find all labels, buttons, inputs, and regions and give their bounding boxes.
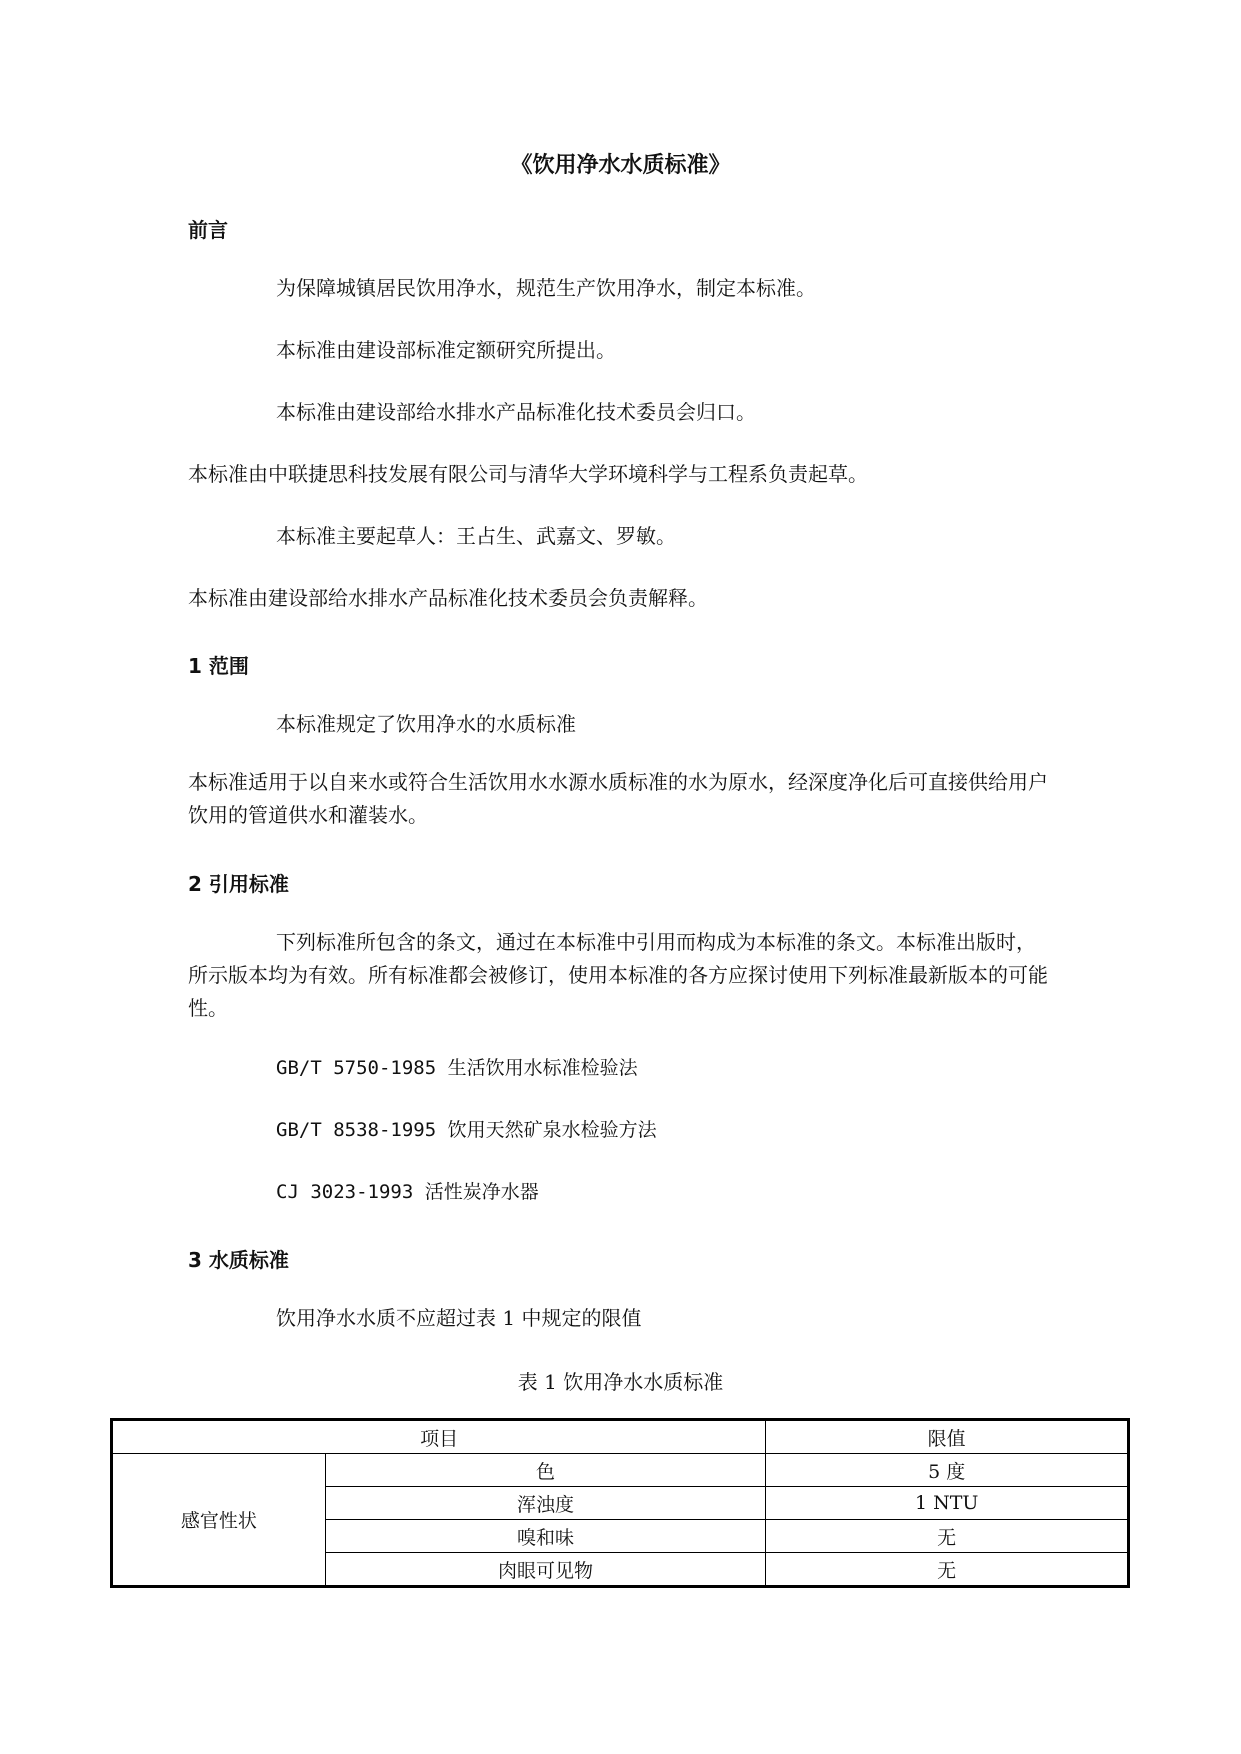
group-label: 感官性状 — [113, 1454, 326, 1586]
limit-cell: 5 度 — [766, 1454, 1128, 1487]
preface-heading: 前言 — [188, 218, 228, 242]
header-limit: 限值 — [766, 1421, 1128, 1454]
section-3-paragraph-1: 饮用净水水质不应超过表 1 中规定的限值 — [276, 1306, 642, 1330]
section-1-paragraph-2: 本标准适用于以自来水或符合生活饮用水水源水质标准的水为原水，经深度净化后可直接供给用户饮用的管道供水和灌装水。 — [188, 770, 1048, 827]
item-cell: 浑浊度 — [325, 1487, 766, 1520]
preface-paragraph-1: 为保障城镇居民饮用净水，规范生产饮用净水，制定本标准。 — [276, 276, 816, 300]
table-row — [113, 1454, 1128, 1487]
preface-paragraph-6: 本标准由建设部给水排水产品标准化技术委员会负责解释。 — [188, 586, 708, 610]
item-cell: 色 — [325, 1454, 766, 1487]
item-cell: 嗅和味 — [325, 1520, 766, 1553]
section-1-paragraph-1: 本标准规定了饮用净水的水质标准 — [276, 712, 576, 736]
header-item: 项目 — [113, 1421, 766, 1454]
table-caption: 表 1 饮用净水水质标准 — [517, 1370, 724, 1394]
preface-paragraph-4: 本标准由中联捷思科技发展有限公司与清华大学环境科学与工程系负责起草。 — [188, 462, 868, 486]
section-1-heading: 1 范围 — [188, 654, 249, 678]
water-quality-table — [112, 1420, 1128, 1586]
limit-cell: 无 — [766, 1553, 1128, 1586]
section-3-heading: 3 水质标准 — [188, 1248, 289, 1272]
item-cell: 肉眼可见物 — [325, 1553, 766, 1586]
section-2-heading: 2 引用标准 — [188, 872, 289, 896]
table-header-row — [113, 1421, 1128, 1454]
section-2-paragraph-1: 下列标准所包含的条文，通过在本标准中引用而构成为本标准的条文。本标准出版时，所示版本均为有效。所有标准都会被修订，使用本标准的各方应探讨使用下列标准最新版本的可能性。 — [188, 930, 1048, 1020]
document-title: 《饮用净水水质标准》 — [510, 153, 731, 178]
preface-paragraph-5: 本标准主要起草人：王占生、武嘉文、罗敏。 — [276, 524, 676, 548]
preface-paragraph-3: 本标准由建设部给水排水产品标准化技术委员会归口。 — [276, 400, 756, 424]
limit-cell: 1 NTU — [766, 1487, 1128, 1520]
reference-item: GB/T 8538-1995 饮用天然矿泉水检验方法 — [276, 1119, 657, 1141]
reference-item: GB/T 5750-1985 生活饮用水标准检验法 — [276, 1057, 638, 1079]
reference-item: CJ 3023-1993 活性炭净水器 — [276, 1181, 539, 1203]
preface-paragraph-2: 本标准由建设部标准定额研究所提出。 — [276, 338, 616, 362]
limit-cell: 无 — [766, 1520, 1128, 1553]
